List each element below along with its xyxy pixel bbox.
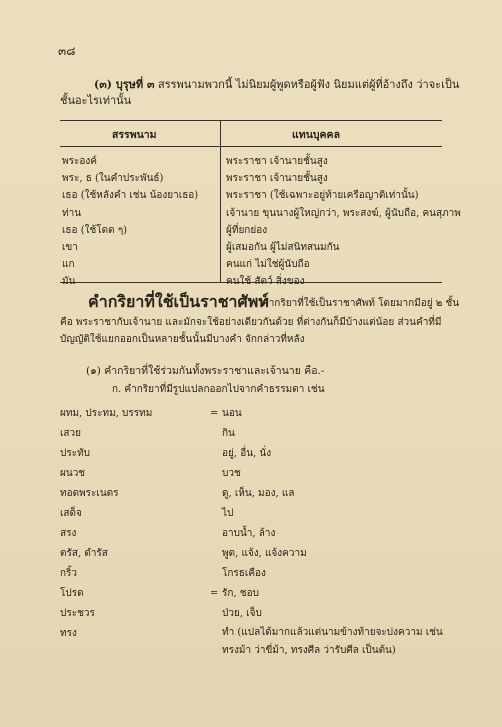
meaning-cell: พูด, แจ้ง, แจ้งความ [222, 548, 307, 559]
table-row [60, 564, 450, 584]
royal-word-cell: ประทับ [60, 448, 91, 459]
table1-header-rule [60, 146, 442, 147]
section-3-text-line2: ชั้นอะไรเท่านั้น [60, 94, 132, 107]
table-row [60, 584, 450, 604]
royal-word-cell: กริ้ว [60, 568, 78, 579]
refers-cell: คนใช้ สัตว์ สิ่งของ [226, 276, 305, 288]
pronoun-cell: เขา [62, 241, 78, 253]
meaning-cell: โกรธเคือง [222, 568, 266, 579]
royal-word-cell: โปรด [60, 588, 84, 599]
table-row [60, 404, 450, 424]
table-row [60, 524, 450, 544]
refers-cell: พระราชา เจ้านายชั้นสูง [226, 156, 328, 167]
pronoun-cell: เธอ (ใช้หลังคำ เช่น น้องยาเธอ) [62, 190, 199, 202]
refers-cell: คนแก่ ไม่ใช่ผู้นับถือ [226, 259, 310, 271]
equals-cell [210, 444, 222, 464]
royal-word-cell: ทอดพระเนตร [60, 488, 119, 499]
meaning-cell: รัก, ชอบ [222, 588, 259, 599]
pronoun-cell: ท่าน [62, 207, 82, 219]
table1-top-rule [60, 120, 442, 121]
meaning-cell: กิน [222, 428, 235, 439]
equals-cell [210, 484, 222, 504]
table-row [60, 484, 450, 504]
meaning-cell: นอน [222, 408, 242, 419]
table-row [60, 444, 450, 464]
meaning-cell: ดู, เห็น, มอง, แล [222, 488, 295, 499]
meaning-cell: ไป [222, 508, 234, 519]
royal-word-cell: ทรง [60, 628, 77, 639]
section-3-lead: (๓) บุรุษที่ ๓ [94, 78, 155, 91]
pronoun-cell: มัน [62, 276, 76, 288]
table-row [60, 624, 450, 660]
meaning-cell: อยู่, อื่น, นั่ง [222, 448, 272, 459]
table-row [62, 222, 442, 239]
royal-word-cell: เสวย [60, 428, 81, 439]
subsection-1a-title: ก. คำกริยาที่มีรูปแปลกออกไปจากคำธรรมดา เช่น [112, 384, 325, 395]
refers-cell: เจ้านาย ขุนนางผู้ใหญ่กว่า, พระสงฆ์, ผู้นับถือ, คนสุภาพ [226, 207, 461, 219]
section-3-text-line1: สรรพนามพวกนี้ ไม่นิยมผู้พูดหรือผู้ฟัง นิยมแต่ผู้ที่อ้างถึง ว่าจะเป็น [158, 78, 460, 91]
table-row [60, 604, 450, 624]
table-row [62, 153, 442, 170]
section-3-intro [60, 77, 460, 109]
pronoun-table [62, 153, 461, 291]
table-row [60, 544, 450, 564]
royal-word-cell: ผนวช [60, 468, 86, 479]
table-row [62, 187, 442, 204]
equals-cell: = [210, 408, 219, 419]
royal-word-cell: เสด็จ [60, 508, 82, 519]
meaning-cell: บวช [222, 468, 241, 479]
table-row [60, 504, 450, 524]
pronoun-cell: เธอ (ใช้โดด ๆ) [62, 224, 128, 236]
equals-cell [210, 504, 222, 524]
royal-word-cell: ผทม, ประทม, บรรทม [60, 408, 153, 419]
equals-cell [210, 464, 222, 484]
pronoun-cell: พระองค์ [62, 156, 97, 167]
equals-cell [210, 564, 222, 584]
refers-cell: พระราชา เจ้านายชั้นสูง [226, 173, 328, 185]
table1-col2-header: แทนบุคคล [292, 129, 341, 141]
pronoun-cell: แก [62, 259, 75, 271]
table-row [62, 239, 442, 256]
table-row [60, 424, 450, 444]
table-row [62, 170, 442, 187]
paragraph-line: คือ พระราชากับเจ้านาย และมักจะใช้อย่างเดียวกันด้วย ที่ต่างกันก็มีบ้างแต่น้อย ส่วนคำที่มี [60, 317, 442, 328]
table-row [62, 256, 442, 273]
meaning-cell: ทำ (แปลได้มากแล้วแต่นามข้างท้ายจะบ่งความ เช่น ทรงม้า ว่าขี่ม้า, ทรงศีล ว่ารับศีล เป็นต้น) [222, 627, 443, 656]
equals-cell [210, 424, 222, 444]
royal-word-cell: สรง [60, 528, 77, 539]
meaning-cell: ป่วย, เจ็บ [222, 608, 262, 619]
equals-cell [210, 624, 222, 660]
page-number: ๓๘ [58, 44, 76, 58]
paragraph-line: บัญญัติใช้แยกออกเป็นหลายชั้นนั้นมีบางคำ จักกล่าวที่หลัง [60, 334, 305, 345]
equals-cell [210, 604, 222, 624]
refers-cell: ผู้ที่ยกย่อง [226, 224, 268, 236]
equals-cell [210, 544, 222, 564]
royal-word-cell: ตรัส, ดำรัส [60, 548, 108, 559]
pronoun-cell: พระ, ธ (ในคำประพันธ์) [62, 173, 164, 185]
refers-cell: พระราชา (ใช้เฉพาะอยู่ท้ายเครือญาติเท่านั้น) [226, 190, 419, 202]
body-paragraph [60, 314, 444, 348]
table1-col1-header: สรรพนาม [112, 129, 157, 141]
verb-table [60, 404, 450, 660]
meaning-cell: อาบน้ำ, ล้าง [222, 528, 276, 539]
table-row [60, 464, 450, 484]
section-heading: คำกริยาที่ใช้เป็นราชาศัพท์ [88, 292, 269, 311]
refers-cell: ผู้เสมอกัน ผู้ไม่สนิทสนมกัน [226, 241, 340, 253]
equals-cell: = [210, 588, 219, 599]
subsection-1-title: (๑) คำกริยาที่ใช้ร่วมกันทั้งพระราชาและเจ้านาย คือ.- [86, 365, 325, 377]
table-row [62, 205, 461, 222]
royal-word-cell: ประชวร [60, 608, 95, 619]
equals-cell [210, 524, 222, 544]
heading-continuation: คำกริยาที่ใช้เป็นราชาศัพท์ โดยมากมีอยู่ ๒ ชั้น [262, 298, 460, 309]
table-row [62, 273, 442, 290]
